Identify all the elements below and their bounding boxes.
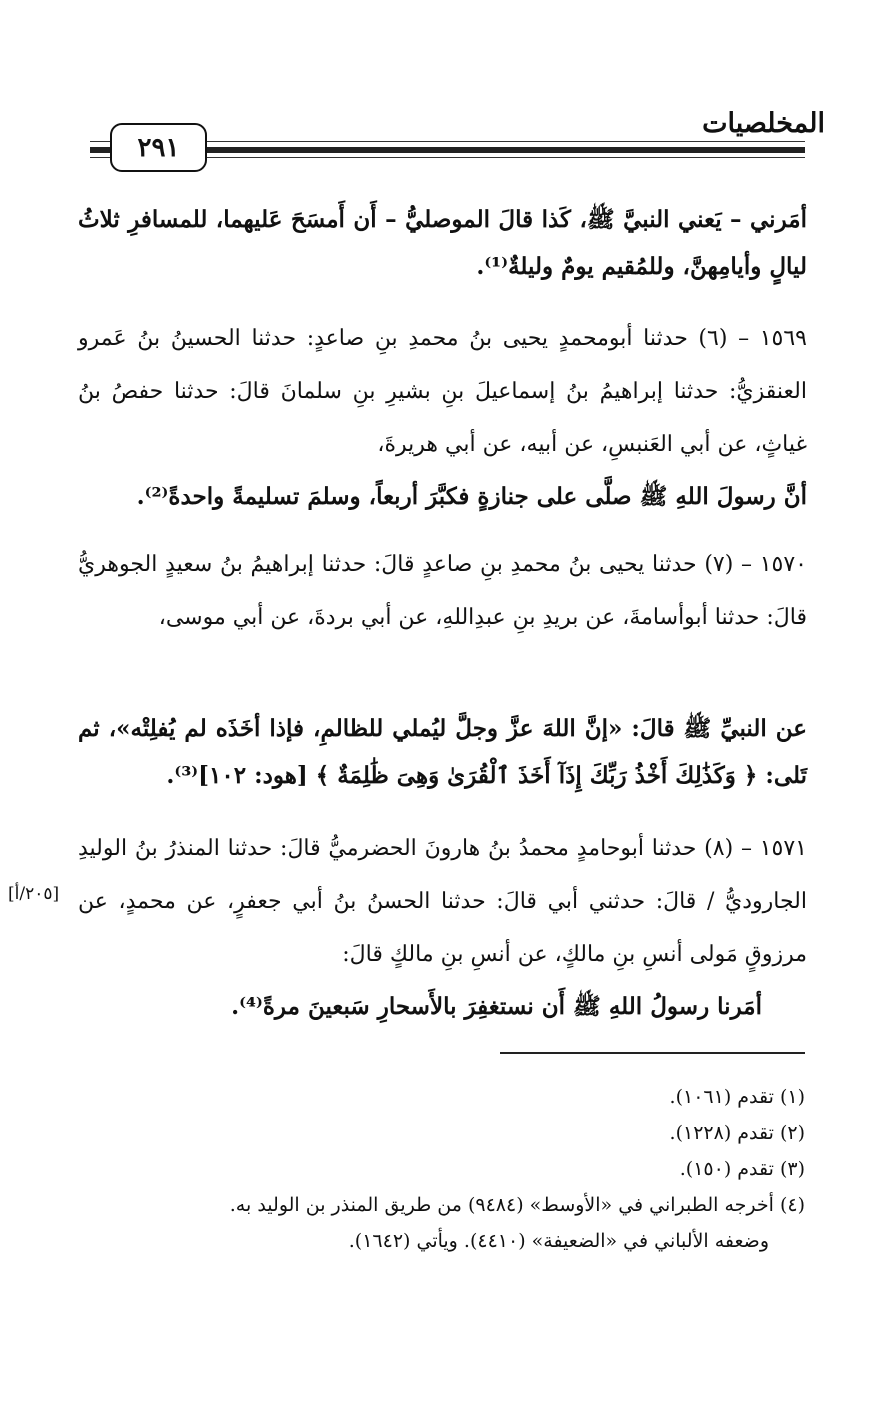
footnote-2: (٢) تقدم (١٢٢٨). [669,1122,805,1144]
manuscript-folio-note: [٢٠٥/أ] [8,884,60,904]
hadith-text-1570: عن النبيِّ ﷺ قالَ: «إنَّ اللهَ عزَّ وجلَّ ليُملي للظالمِ، فإذا أخَذَه لم يُفلِتْه»، ثم تَلى: ﴿ وَكَذَٰلِكَ أَخْذُ رَبِّكَ إِذَآ أَخَذَ ٱلْقُرَىٰ وَهِىَ ظَٰلِمَةٌ ﴾ [هود: ١٠٢]⁽³⁾. [78,715,807,789]
isnad-1571: ١٥٧١ – (٨) حدثنا أبوحامدٍ محمدُ بنُ هارونَ الحضرميُّ قالَ: حدثنا المنذرُ بنُ الوليدِ الجاروديُّ / قالَ: حدثني أبي قالَ: حدثنا الحسنُ بنُ أبي جعفرٍ، عن محمدٍ، عن مرزوقٍ مَولى أنسِ بنِ مالكٍ، عن أنسِ بنِ مالكٍ قالَ: [78,836,807,967]
hadith-text-1: أمَرني – يَعني النبيَّ ﷺ، كَذا قالَ الموصليُّ – أَن أَمسَحَ عَليهما، للمسافرِ ثلاثُ ليالٍ وأيامِهنَّ، وللمُقيم يومٌ وليلةٌ⁽¹⁾. [78,206,807,280]
footnotes [130,1079,805,1259]
footnote-separator [500,1052,805,1054]
hadith-text-1571: أمَرنا رسولُ اللهِ ﷺ أَن نستغفِرَ بالأَسحارِ سَبعينَ مرةً⁽⁴⁾. [231,993,762,1020]
page-number: ٢٩١ [110,123,207,172]
footnote-1: (١) تقدم (١٠٦١). [669,1086,805,1108]
footnote-3: (٣) تقدم (١٥٠). [679,1158,805,1180]
isnad-1569: ١٥٦٩ – (٦) حدثنا أبومحمدٍ يحيى بنُ محمدِ بنِ صاعدٍ: حدثنا الحسينُ بنُ عَمرو العنقزيُّ: حدثنا إبراهيمُ بنُ إسماعيلَ بنِ بشيرِ بنِ سلمانَ قالَ: حدثنا حفصُ بنُ غياثٍ، عن أبي العَنبسِ، عن أبيه، عن أبي هريرةَ، [78,326,807,457]
footnote-4-continuation: وضعفه الألباني في «الضعيفة» (٤٤١٠). ويأتي (١٦٤٢). [348,1230,769,1252]
footnote-4: (٤) أخرجه الطبراني في «الأوسط» (٩٤٨٤) من طريق المنذر بن الوليد به. [229,1194,805,1216]
isnad-1570: ١٥٧٠ – (٧) حدثنا يحيى بنُ محمدِ بنِ صاعدٍ قالَ: حدثنا إبراهيمُ بنُ سعيدٍ الجوهريُّ قالَ: حدثنا أبوأسامةَ، عن بريدِ بنِ عبدِاللهِ، عن أبي بردةَ، عن أبي موسى، [78,552,807,630]
hadith-text-1569: أنَّ رسولَ اللهِ ﷺ صلَّى على جنازةٍ فكبَّرَ أربعاً، وسلمَ تسليمةً واحدةً⁽²⁾. [136,483,807,510]
running-header-title: المخلصيات [702,108,825,139]
